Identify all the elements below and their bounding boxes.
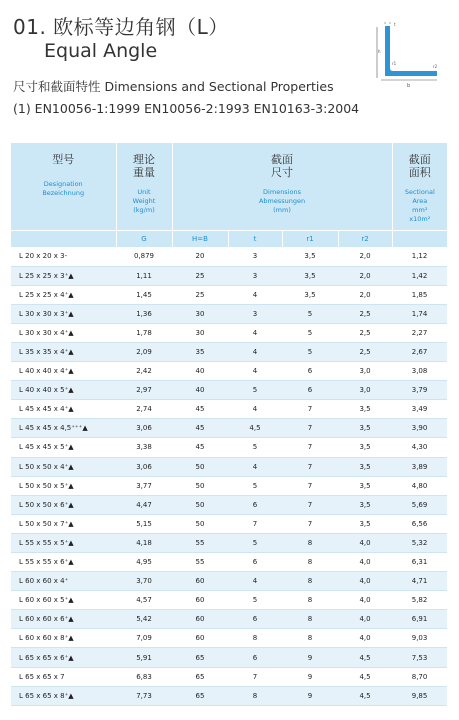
cell-t: 4 bbox=[228, 362, 282, 381]
angle-profile-diagram bbox=[375, 20, 445, 98]
cell-weight: 1,78 bbox=[116, 323, 172, 342]
table-row bbox=[11, 247, 447, 266]
table-row bbox=[11, 304, 447, 323]
cell-r2: 4,5 bbox=[338, 648, 392, 667]
cell-t: 8 bbox=[228, 686, 282, 705]
table-row bbox=[11, 457, 447, 476]
profile-label-r2: r2 bbox=[433, 64, 438, 69]
cell-r1: 7 bbox=[282, 457, 338, 476]
cell-hb: 25 bbox=[172, 266, 228, 285]
cell-r1: 6 bbox=[282, 381, 338, 400]
table-row bbox=[11, 419, 447, 438]
cell-weight: 4,47 bbox=[116, 495, 172, 514]
table-row bbox=[11, 572, 447, 591]
cell-weight: 4,95 bbox=[116, 553, 172, 572]
cell-designation: L 50 x 50 x 4⁺▲ bbox=[11, 457, 116, 476]
cell-r1: 5 bbox=[282, 323, 338, 342]
cell-r1: 8 bbox=[282, 533, 338, 552]
cell-area: 9,85 bbox=[392, 686, 447, 705]
table-row bbox=[11, 285, 447, 304]
cell-weight: 1,36 bbox=[116, 304, 172, 323]
cell-r2: 4,0 bbox=[338, 629, 392, 648]
table-subheader-row bbox=[11, 231, 447, 248]
cell-hb: 50 bbox=[172, 495, 228, 514]
cell-weight: 3,38 bbox=[116, 438, 172, 457]
cell-area: 8,70 bbox=[392, 667, 447, 686]
cell-weight: 2,09 bbox=[116, 342, 172, 361]
cell-r1: 7 bbox=[282, 476, 338, 495]
cell-r2: 3,0 bbox=[338, 362, 392, 381]
cell-t: 4 bbox=[228, 342, 282, 361]
cell-t: 6 bbox=[228, 648, 282, 667]
cell-designation: L 55 x 55 x 5⁺▲ bbox=[11, 533, 116, 552]
table-row bbox=[11, 400, 447, 419]
cell-t: 8 bbox=[228, 629, 282, 648]
cell-hb: 25 bbox=[172, 285, 228, 304]
cell-area: 5,32 bbox=[392, 533, 447, 552]
cell-designation: L 45 x 45 x 4,5⁺⁺⁺▲ bbox=[11, 419, 116, 438]
profile-label-b: b bbox=[407, 83, 411, 89]
subheader-blank bbox=[11, 231, 116, 248]
cell-t: 7 bbox=[228, 514, 282, 533]
table-row bbox=[11, 495, 447, 514]
cell-r1: 3,5 bbox=[282, 266, 338, 285]
cell-r1: 5 bbox=[282, 342, 338, 361]
cell-t: 3 bbox=[228, 247, 282, 266]
cell-hb: 45 bbox=[172, 419, 228, 438]
cell-r2: 3,5 bbox=[338, 419, 392, 438]
table-row bbox=[11, 342, 447, 361]
cell-t: 4 bbox=[228, 400, 282, 419]
cell-hb: 45 bbox=[172, 438, 228, 457]
cell-hb: 55 bbox=[172, 533, 228, 552]
cell-weight: 5,15 bbox=[116, 514, 172, 533]
subheader-blank-area bbox=[392, 231, 447, 248]
cell-weight: 2,97 bbox=[116, 381, 172, 400]
table-row bbox=[11, 514, 447, 533]
table-row bbox=[11, 553, 447, 572]
equal-angle-table bbox=[11, 143, 447, 706]
table-row bbox=[11, 381, 447, 400]
cell-area: 4,80 bbox=[392, 476, 447, 495]
cell-designation: L 25 x 25 x 3⁺▲ bbox=[11, 266, 116, 285]
cell-hb: 50 bbox=[172, 476, 228, 495]
cell-weight: 4,57 bbox=[116, 591, 172, 610]
cell-designation: L 65 x 65 x 6⁺▲ bbox=[11, 648, 116, 667]
angle-section-shape bbox=[385, 26, 437, 76]
cell-designation: L 50 x 50 x 5⁺▲ bbox=[11, 476, 116, 495]
cell-t: 4 bbox=[228, 285, 282, 304]
profile-label-h: h bbox=[378, 49, 381, 54]
cell-t: 7 bbox=[228, 667, 282, 686]
cell-r2: 3,5 bbox=[338, 438, 392, 457]
cell-r2: 3,5 bbox=[338, 495, 392, 514]
cell-weight: 3,06 bbox=[116, 419, 172, 438]
cell-weight: 4,18 bbox=[116, 533, 172, 552]
cell-hb: 35 bbox=[172, 342, 228, 361]
cell-designation: L 65 x 65 x 8⁺▲ bbox=[11, 686, 116, 705]
cell-hb: 60 bbox=[172, 572, 228, 591]
cell-r2: 2,0 bbox=[338, 285, 392, 304]
cell-t: 5 bbox=[228, 381, 282, 400]
cell-area: 1,12 bbox=[392, 247, 447, 266]
cell-weight: 7,73 bbox=[116, 686, 172, 705]
cell-designation: L 45 x 45 x 4⁺▲ bbox=[11, 400, 116, 419]
cell-r1: 8 bbox=[282, 629, 338, 648]
cell-r1: 3,5 bbox=[282, 285, 338, 304]
cell-designation: L 40 x 40 x 4⁺▲ bbox=[11, 362, 116, 381]
cell-designation: L 60 x 60 x 6⁺▲ bbox=[11, 610, 116, 629]
table-row bbox=[11, 667, 447, 686]
cell-r1: 6 bbox=[282, 362, 338, 381]
cell-r1: 8 bbox=[282, 610, 338, 629]
cell-area: 9,03 bbox=[392, 629, 447, 648]
cell-area: 1,42 bbox=[392, 266, 447, 285]
cell-r2: 4,5 bbox=[338, 686, 392, 705]
subheader-hb: H=B bbox=[172, 231, 228, 248]
cell-weight: 5,42 bbox=[116, 610, 172, 629]
cell-t: 4 bbox=[228, 457, 282, 476]
cell-hb: 65 bbox=[172, 686, 228, 705]
cell-area: 2,67 bbox=[392, 342, 447, 361]
cell-area: 6,31 bbox=[392, 553, 447, 572]
cell-hb: 65 bbox=[172, 648, 228, 667]
cell-r2: 4,0 bbox=[338, 533, 392, 552]
cell-designation: L 35 x 35 x 4⁺▲ bbox=[11, 342, 116, 361]
cell-hb: 60 bbox=[172, 591, 228, 610]
cell-t: 6 bbox=[228, 495, 282, 514]
cell-designation: L 25 x 25 x 4⁺▲ bbox=[11, 285, 116, 304]
cell-r2: 3,5 bbox=[338, 400, 392, 419]
table-row bbox=[11, 533, 447, 552]
cell-r1: 7 bbox=[282, 438, 338, 457]
table-row bbox=[11, 629, 447, 648]
cell-t: 4,5 bbox=[228, 419, 282, 438]
cell-r1: 8 bbox=[282, 553, 338, 572]
subheader-g: G bbox=[116, 231, 172, 248]
cell-t: 5 bbox=[228, 476, 282, 495]
cell-weight: 2,74 bbox=[116, 400, 172, 419]
page-title-zh: 01. 欧标等边角钢（L） bbox=[13, 15, 229, 39]
cell-weight: 3,06 bbox=[116, 457, 172, 476]
subheader-t: t bbox=[228, 231, 282, 248]
cell-designation: L 65 x 65 x 7 bbox=[11, 667, 116, 686]
header-area: 截面 面积 Sectional Area mm² x10m² bbox=[392, 143, 447, 231]
cell-r2: 4,0 bbox=[338, 610, 392, 629]
cell-designation: L 40 x 40 x 5⁺▲ bbox=[11, 381, 116, 400]
cell-area: 3,89 bbox=[392, 457, 447, 476]
cell-r1: 8 bbox=[282, 572, 338, 591]
cell-r2: 2,5 bbox=[338, 342, 392, 361]
cell-weight: 7,09 bbox=[116, 629, 172, 648]
cell-r1: 7 bbox=[282, 495, 338, 514]
profile-label-t: t bbox=[394, 22, 396, 27]
table-row bbox=[11, 476, 447, 495]
subheader-r2: r2 bbox=[338, 231, 392, 248]
cell-weight: 6,83 bbox=[116, 667, 172, 686]
table-row bbox=[11, 438, 447, 457]
cell-designation: L 30 x 30 x 4⁺▲ bbox=[11, 323, 116, 342]
cell-hb: 40 bbox=[172, 362, 228, 381]
cell-r2: 2,5 bbox=[338, 323, 392, 342]
table-row bbox=[11, 323, 447, 342]
cell-r1: 7 bbox=[282, 400, 338, 419]
table-row bbox=[11, 610, 447, 629]
cell-area: 4,71 bbox=[392, 572, 447, 591]
cell-r2: 4,0 bbox=[338, 591, 392, 610]
section-subtitle: 尺寸和截面特性 Dimensions and Sectional Properties bbox=[13, 79, 334, 94]
cell-r2: 2,0 bbox=[338, 247, 392, 266]
standards-line: (1) EN10056-1:1999 EN10056-2:1993 EN10163-3:2004 bbox=[13, 101, 360, 116]
cell-r2: 3,5 bbox=[338, 476, 392, 495]
cell-hb: 30 bbox=[172, 304, 228, 323]
cell-hb: 60 bbox=[172, 629, 228, 648]
cell-weight: 1,45 bbox=[116, 285, 172, 304]
cell-r2: 4,5 bbox=[338, 667, 392, 686]
cell-hb: 60 bbox=[172, 610, 228, 629]
cell-weight: 3,77 bbox=[116, 476, 172, 495]
cell-t: 6 bbox=[228, 553, 282, 572]
cell-hb: 40 bbox=[172, 381, 228, 400]
cell-designation: L 55 x 55 x 6⁺▲ bbox=[11, 553, 116, 572]
cell-hb: 20 bbox=[172, 247, 228, 266]
cell-r1: 8 bbox=[282, 591, 338, 610]
cell-t: 5 bbox=[228, 438, 282, 457]
cell-r2: 4,0 bbox=[338, 572, 392, 591]
cell-r1: 3,5 bbox=[282, 247, 338, 266]
cell-designation: L 45 x 45 x 5⁺▲ bbox=[11, 438, 116, 457]
table-header-row bbox=[11, 143, 447, 231]
cell-r1: 7 bbox=[282, 419, 338, 438]
cell-t: 4 bbox=[228, 572, 282, 591]
table-row bbox=[11, 686, 447, 705]
cell-weight: 5,91 bbox=[116, 648, 172, 667]
cell-area: 3,90 bbox=[392, 419, 447, 438]
cell-r2: 3,5 bbox=[338, 457, 392, 476]
cell-area: 5,82 bbox=[392, 591, 447, 610]
page-title-en: Equal Angle bbox=[44, 40, 158, 62]
cell-t: 6 bbox=[228, 610, 282, 629]
cell-hb: 50 bbox=[172, 514, 228, 533]
profile-label-r1: r1 bbox=[392, 61, 397, 66]
cell-hb: 55 bbox=[172, 553, 228, 572]
cell-designation: L 30 x 30 x 3⁺▲ bbox=[11, 304, 116, 323]
cell-weight: 1,11 bbox=[116, 266, 172, 285]
header-weight: 理论 重量 Unit Weight (kg/m) bbox=[116, 143, 172, 231]
cell-r2: 2,5 bbox=[338, 304, 392, 323]
subheader-r1: r1 bbox=[282, 231, 338, 248]
cell-area: 6,56 bbox=[392, 514, 447, 533]
cell-t: 4 bbox=[228, 323, 282, 342]
cell-weight: 0,879 bbox=[116, 247, 172, 266]
cell-t: 3 bbox=[228, 266, 282, 285]
cell-r1: 5 bbox=[282, 304, 338, 323]
header-designation: 型号 Designation Bezeichnung bbox=[11, 143, 116, 231]
cell-designation: L 60 x 60 x 5⁺▲ bbox=[11, 591, 116, 610]
cell-hb: 65 bbox=[172, 667, 228, 686]
cell-designation: L 20 x 20 x 3- bbox=[11, 247, 116, 266]
cell-designation: L 60 x 60 x 4⁺ bbox=[11, 572, 116, 591]
table-row bbox=[11, 648, 447, 667]
cell-hb: 50 bbox=[172, 457, 228, 476]
table-row bbox=[11, 591, 447, 610]
cell-r1: 9 bbox=[282, 648, 338, 667]
cell-t: 5 bbox=[228, 591, 282, 610]
cell-area: 3,08 bbox=[392, 362, 447, 381]
cell-r2: 3,0 bbox=[338, 381, 392, 400]
cell-r2: 4,0 bbox=[338, 553, 392, 572]
cell-area: 1,85 bbox=[392, 285, 447, 304]
cell-area: 3,79 bbox=[392, 381, 447, 400]
cell-hb: 45 bbox=[172, 400, 228, 419]
cell-t: 5 bbox=[228, 533, 282, 552]
cell-r2: 3,5 bbox=[338, 514, 392, 533]
cell-r1: 9 bbox=[282, 686, 338, 705]
cell-area: 6,91 bbox=[392, 610, 447, 629]
cell-area: 3,49 bbox=[392, 400, 447, 419]
cell-weight: 3,70 bbox=[116, 572, 172, 591]
cell-designation: L 50 x 50 x 6⁺▲ bbox=[11, 495, 116, 514]
cell-area: 7,53 bbox=[392, 648, 447, 667]
cell-r1: 7 bbox=[282, 514, 338, 533]
table-row bbox=[11, 362, 447, 381]
cell-area: 5,69 bbox=[392, 495, 447, 514]
cell-area: 1,74 bbox=[392, 304, 447, 323]
cell-hb: 30 bbox=[172, 323, 228, 342]
cell-r1: 9 bbox=[282, 667, 338, 686]
cell-area: 2,27 bbox=[392, 323, 447, 342]
header-dimensions: 截面 尺寸 Dimensions Abmessungen (mm) bbox=[172, 143, 392, 231]
cell-designation: L 50 x 50 x 7⁺▲ bbox=[11, 514, 116, 533]
cell-weight: 2,42 bbox=[116, 362, 172, 381]
cell-area: 4,30 bbox=[392, 438, 447, 457]
cell-r2: 2,0 bbox=[338, 266, 392, 285]
cell-designation: L 60 x 60 x 8⁺▲ bbox=[11, 629, 116, 648]
cell-t: 3 bbox=[228, 304, 282, 323]
table-row bbox=[11, 266, 447, 285]
